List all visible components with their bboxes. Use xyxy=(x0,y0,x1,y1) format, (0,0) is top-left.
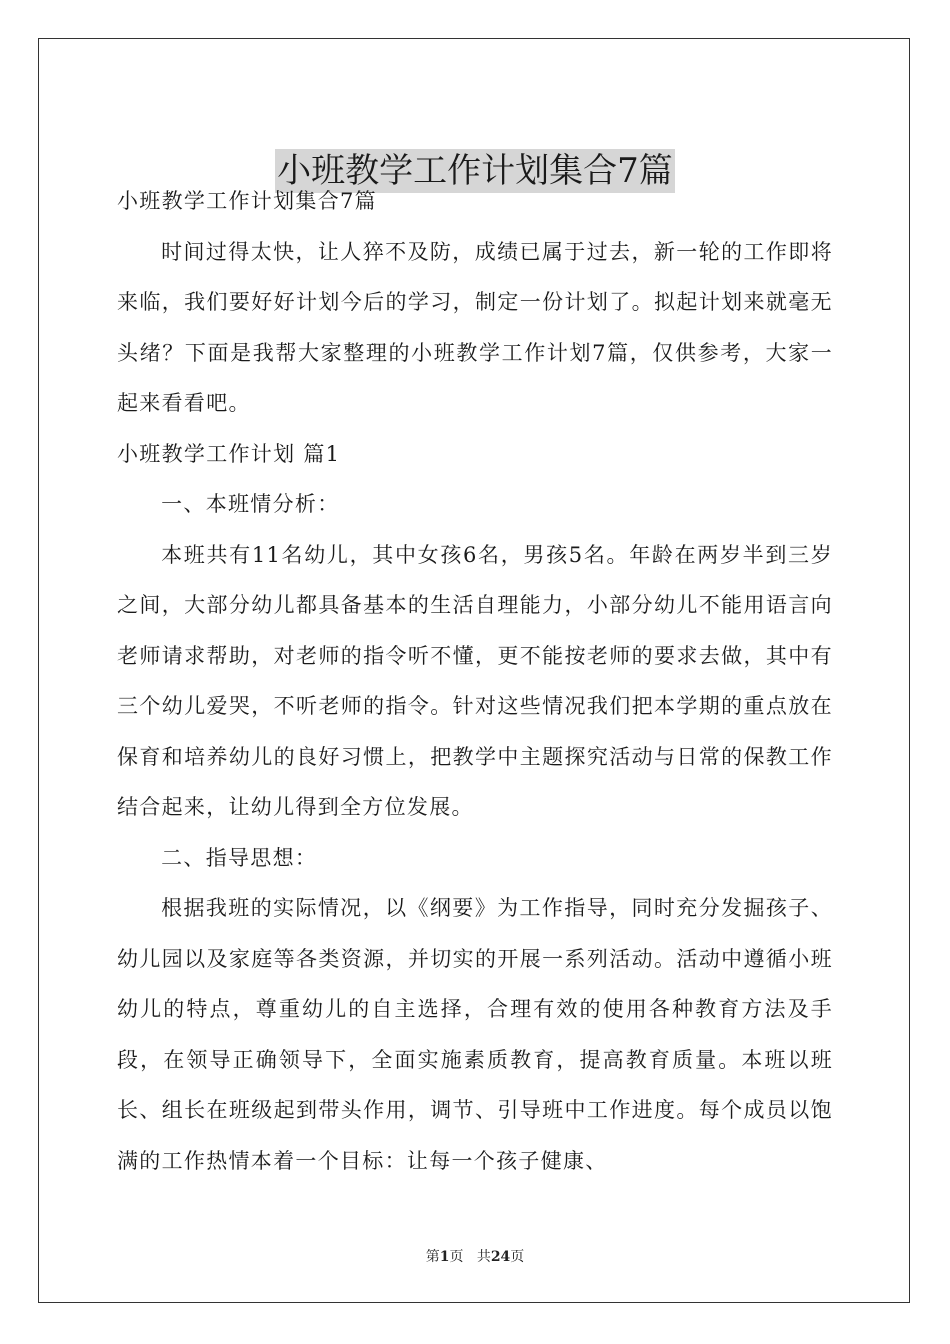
footer-total-pages: 24 xyxy=(490,1249,511,1265)
paragraph-guiding-thought: 根据我班的实际情况，以《纲要》为工作指导，同时充分发掘孩子、幼儿园以及家庭等各类资源，并切实的开展一系列活动。活动中遵循小班幼儿的特点，尊重幼儿的自主选择，合理有效的使用各种教育方法及手段，在领导正确领导下，全面实施素质教育，提高教育质量。本班以班长、组长在班级起到带头作用，调节、引导班中工作进度。每个成员以饱满的工作热情本着一个目标：让每一个孩子健康、 xyxy=(117,896,833,1173)
document-body xyxy=(117,176,833,1186)
section-heading: 小班教学工作计划 篇1 xyxy=(117,441,341,466)
paragraph-class-analysis: 本班共有11名幼儿，其中女孩6名，男孩5名。年龄在两岁半到三岁之间，大部分幼儿都具备基本的生活自理能力，小部分幼儿不能用语言向老师请求帮助，对老师的指令听不懂，更不能按老师的要求去做，其中有三个幼儿爱哭，不听老师的指令。针对这些情况我们把本学期的重点放在保育和培养幼儿的良好习惯上，把教学中主题探究活动与日常的保教工作结合起来，让幼儿得到全方位发展。 xyxy=(117,542,833,819)
paragraph-subtitle: 小班教学工作计划集合7篇 xyxy=(117,189,377,213)
subheading-class-analysis: 一、本班情分析： xyxy=(161,492,340,516)
paragraph-intro: 时间过得太快，让人猝不及防，成绩已属于过去，新一轮的工作即将来临，我们要好好计划今后的学习，制定一份计划了。拟起计划来就毫无头绪？下面是我帮大家整理的小班教学工作计划7篇，仅供参考，大家一起来看看吧。 xyxy=(117,239,833,415)
subheading-guiding-thought: 二、指导思想： xyxy=(161,845,318,870)
footer-prefix: 第 xyxy=(425,1249,440,1265)
footer-page-number: 1 xyxy=(439,1249,450,1265)
footer-total-suffix: 页 xyxy=(510,1249,525,1265)
footer-total-prefix: 共 xyxy=(476,1249,491,1265)
document-title: 小班教学工作计划集合7篇 xyxy=(277,150,673,191)
page-footer xyxy=(0,1246,950,1266)
footer-page-suffix: 页 xyxy=(449,1249,464,1265)
